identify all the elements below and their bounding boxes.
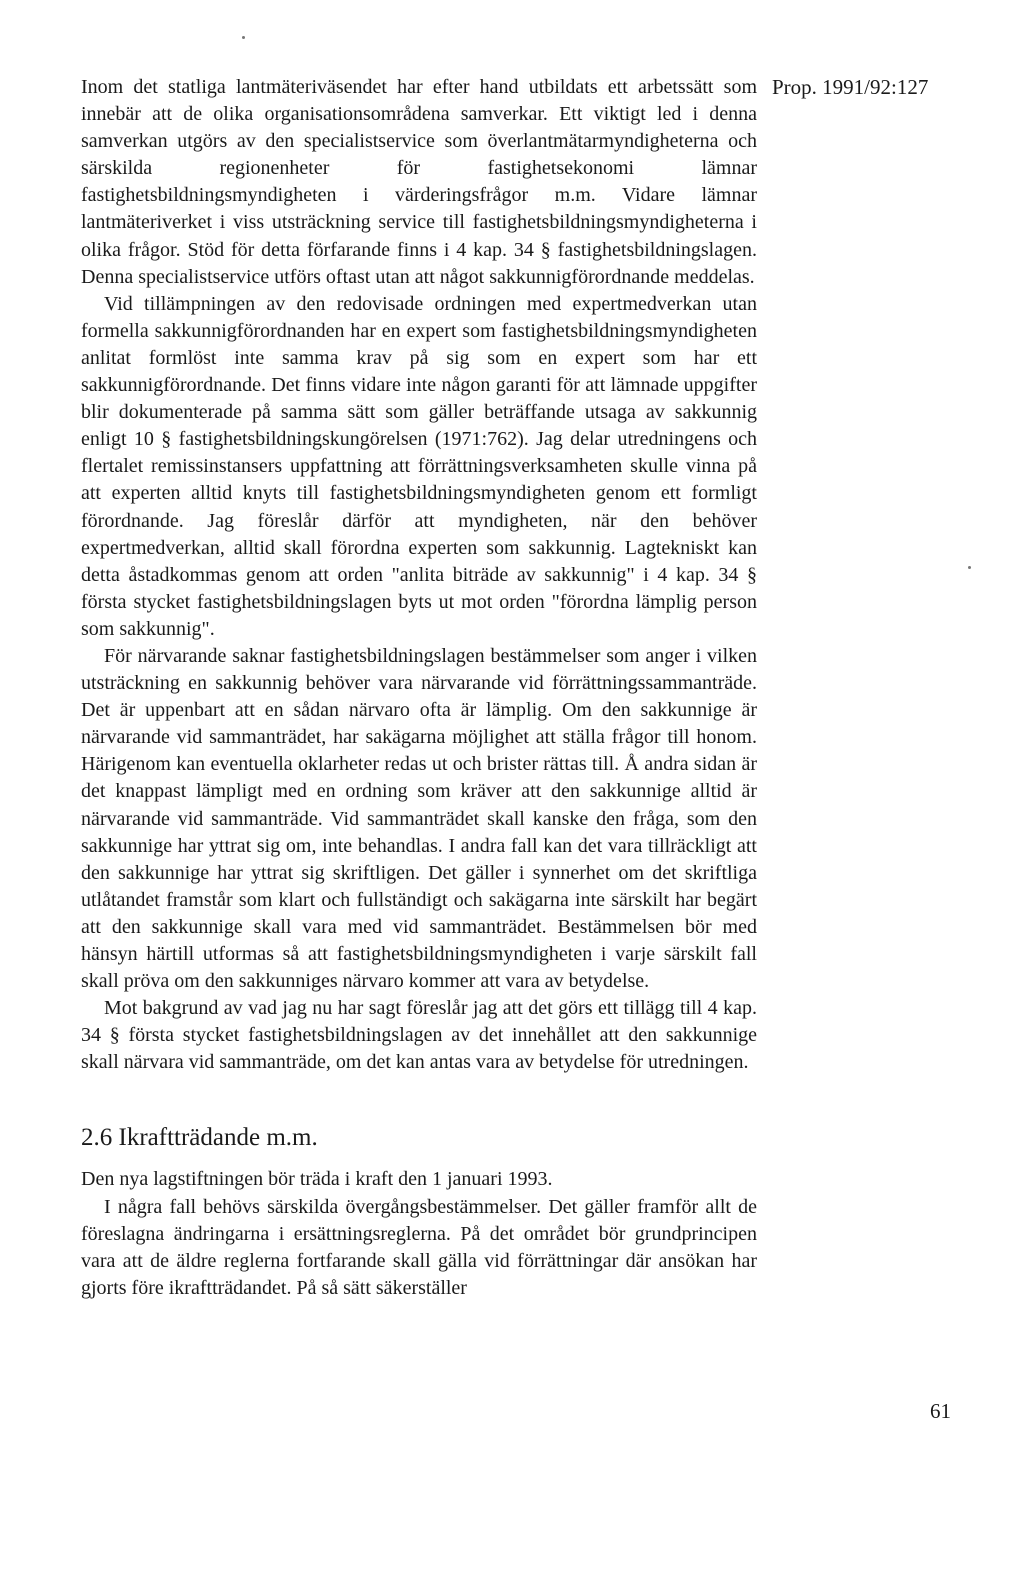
section-paragraph-2: I några fall behövs särskilda övergångsbestämmelser. Det gäller framför allt de föreslagna ändringarna i ersättningsreglerna. På det området bör grundprincipen vara att de äldre reglerna fortfarande skall gälla vid förrättningar där ansökan har gjorts före ikraftträdandet. På så sätt säkerställer bbox=[81, 1195, 757, 1299]
running-head: Prop. 1991/92:127 bbox=[772, 75, 929, 99]
paragraph-2: Vid tillämpningen av den redovisade ordningen med expertmedverkan utan formella sakkunnigförordnanden har en expert som fastighetsbildningsmyndigheten anlitat formlöst inte samma krav på sig som en expert som har ett sakkunnigförordnande. Det finns vidare inte någon garanti för att lämnade uppgifter blir dokumenterade på samma sätt som gäller beträffande utsaga av sakkunnig enligt 10 § fastighetsbildningskungörelsen (1971:762). Jag delar utredningens och flertalet remissinstansers uppfattning att förrättningsverksamheten skulle vinna på att experten alltid knyts till fastighetsbildningsmyndigheten genom ett formligt förordnande. Jag föreslår därför att myndigheten, när den behöver expertmedverkan, alltid skall förordna experten som sakkunnig. Lagtekniskt kan detta åstadkommas genom att orden "anlita biträde av sakkunnig" i 4 kap. 34 § första stycket fastighetsbildningslagen byts ut mot orden "förordna lämplig person som sakkunnig". bbox=[81, 292, 757, 640]
paragraph-1: Inom det statliga lantmäteriväsendet har efter hand utbildats ett arbetssätt som innebär att de olika organisationsområdena samverkar. Ett viktigt led i denna samverkan utgörs av den specialistservice som överlantmätarmyndigheterna och särskilda regionenheter för fastighetsekonomi lämnar fastighetsbildningsmyndigheten i värderingsfrågor m.m. Vidare lämnar lantmäteriverket i viss utsträckning service till fastighetsbildningsmyndigheterna i olika frågor. Stöd för detta förfarande finns i 4 kap. 34 § fastighetsbildningslagen. Denna specialistservice utförs oftast utan att något sakkunnigförordnande meddelas. bbox=[81, 76, 757, 288]
scan-speck bbox=[968, 566, 971, 569]
page-number: 61 bbox=[930, 1399, 951, 1423]
scan-speck bbox=[242, 36, 245, 39]
paragraph-4: Mot bakgrund av vad jag nu har sagt föreslår jag att det görs ett tillägg till 4 kap. 34 § första stycket fastighetsbildningslagen av det innehållet att den sakkunnige skall närvara vid sammanträde, om det kan antas vara av betydelse för utredningen. bbox=[81, 997, 757, 1074]
section-paragraph-1: Den nya lagstiftningen bör träda i kraft den 1 januari 1993. bbox=[81, 1168, 553, 1191]
paragraph-3: För närvarande saknar fastighetsbildningslagen bestämmelser som anger i vilken utsträckning en sakkunnig behöver vara närvarande vid förrättningssammanträde. Det är uppenbart att en sådan närvaro ofta är lämplig. Om den sakkunnige är närvarande vid sammanträdet, har sakägarna möjlighet att ställa frågor till honom. Härigenom kan eventuella oklarheter redas ut och brister rättas till. Å andra sidan är det knappast lämpligt med en ordning som kräver att den sakkunnige alltid är närvarande vid sammanträde. Vid sammanträdet skall kanske den fråga, som den sakkunnige har yttrat sig om, inte behandlas. I andra fall kan det vara tillräckligt att den sakkunnige har yttrat sig skriftligen. Det gäller i synnerhet om det skriftliga utlåtandet framstår som klart och fullständigt och sakägarna inte särskilt har begärt att den sakkunnige skall vara med vid sammanträdet. Bestämmelsen bör med hänsyn härtill utformas så att fastighetsbildningsmyndigheten i varje särskilt fall skall pröva om den sakkunniges närvaro kommer att vara av betydelse. bbox=[81, 644, 757, 993]
section-heading: 2.6 Ikraftträdande m.m. bbox=[81, 1124, 318, 1152]
body-text bbox=[81, 74, 757, 1302]
